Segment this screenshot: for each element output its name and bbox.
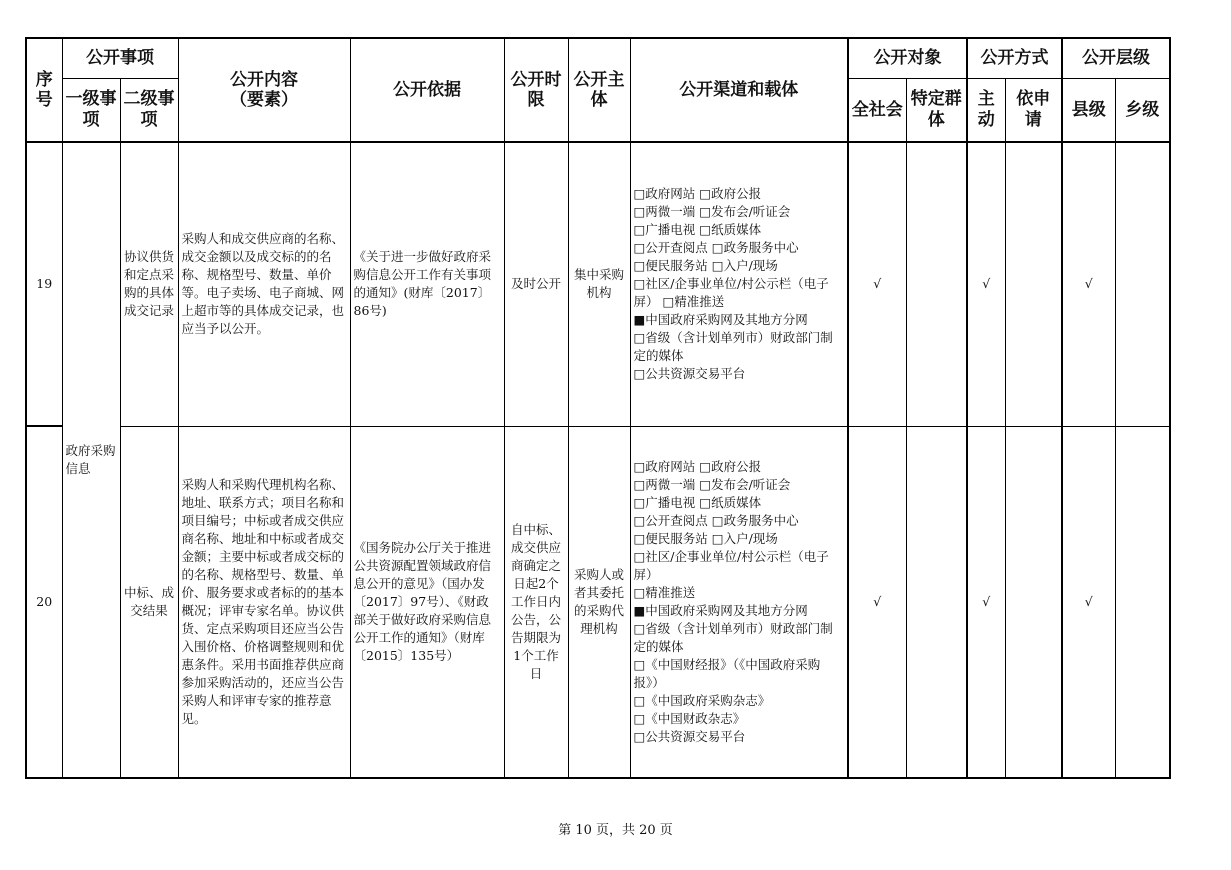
header-content: 公开内容 （要素） [178,38,350,142]
time-limit-cell: 及时公开 [504,142,568,426]
channel-line: ■中国政府采购网及其地方分网 [633,602,808,618]
channel-line: □《中国政府采购杂志》 [633,692,771,708]
row-seq: 20 [26,426,62,778]
basis-cell: 《关于进一步做好政府采购信息公开工作有关事项的通知》(财库〔2017〕86号) [350,142,504,426]
channel-line: ■中国政府采购网及其地方分网 [633,312,808,328]
channel-line: □便民服务站 □入户/现场 [633,530,778,546]
header-subject: 公开主 体 [568,38,630,142]
channel-line: □公开查阅点 □政务服务中心 [633,240,799,256]
row-seq: 19 [26,142,62,426]
level1-item: 政府采购信息 [62,142,120,778]
channel-line: □公共资源交易平台 [633,728,746,744]
channel-line: □广播电视 □纸质媒体 [633,222,762,238]
level2-item: 协议供货和定点采购的具体成交记录 [120,142,178,426]
all-society-check: √ [848,142,906,426]
channel-line: □两微一端 □发布会/听证会 [633,204,791,220]
table-row [26,142,1170,426]
county-check: √ [1062,426,1115,778]
content-cell: 采购人和成交供应商的名称、成交金额以及成交标的的名称、规格型号、数量、单价等。电子卖场、电子商城、网上超市等的具体成交记录，也应当予以公开。 [178,142,350,426]
subject-cell: 采购人或者其委托的采购代理机构 [568,426,630,778]
township-check [1115,142,1170,426]
channel-line: □政府网站 □政府公报 [633,186,762,202]
header-active: 主 动 [967,78,1005,142]
channel-line: □政府网站 □政府公报 [633,458,762,474]
channel-cell [630,142,848,426]
header-on-request: 依申 请 [1005,78,1062,142]
level2-item: 中标、成交结果 [120,426,178,778]
channel-line: □公开查阅点 □政务服务中心 [633,512,799,528]
header-level1: 一级事 项 [62,78,120,142]
channel-line: □便民服务站 □入户/现场 [633,258,778,274]
channel-line: □省级（含计划单列市）财政部门制定的媒体 [633,620,833,654]
county-check: √ [1062,142,1115,426]
channel-line: □省级（含计划单列市）财政部门制定的媒体 [633,330,833,364]
township-check [1115,426,1170,778]
header-seq: 序 号 [26,38,62,142]
specific-group-check [906,426,967,778]
on-request-check [1005,142,1062,426]
basis-cell: 《国务院办公厅关于推进公共资源配置领域政府信息公开的意见》（国办发〔2017〕97号）、《财政部关于做好政府采购信息公开工作的通知》（财库〔2015〕135号） [350,426,504,778]
channel-line: □社区/企事业单位/村公示栏（电子屏） [633,548,829,582]
channel-cell [630,426,848,778]
channel-line: □两微一端 □发布会/听证会 [633,476,791,492]
header-basis: 公开依据 [350,38,504,142]
header-level-group: 公开层级 [1062,38,1170,78]
table-row [26,426,1170,778]
active-check: √ [967,426,1005,778]
header-specific-group: 特定群 体 [906,78,967,142]
subject-cell: 集中采购机构 [568,142,630,426]
channel-line: □《中国财经报》（《中国政府采购报》） [633,656,821,690]
header-items-group: 公开事项 [62,38,178,78]
header-county: 县级 [1062,78,1115,142]
page-footer: 第 10 页，共 20 页 [558,823,673,838]
channel-line: □公共资源交易平台 [633,366,746,382]
on-request-check [1005,426,1062,778]
header-township: 乡级 [1115,78,1170,142]
channel-line: □广播电视 □纸质媒体 [633,494,762,510]
content-cell: 采购人和采购代理机构名称、地址、联系方式；项目名称和项目编号；中标或者成交供应商名称、地址和中标或者成交金额；主要中标或者成交标的的名称、规格型号、数量、单价、服务要求或者标的的基本概况；评审专家名单。协议供货、定点采购项目还应当公告入围价格、价格调整规则和优惠条件。采用书面推荐供应商参加采购活动的，还应当公告采购人和评审专家的推荐意见。 [178,426,350,778]
specific-group-check [906,142,967,426]
header-time-limit: 公开时 限 [504,38,568,142]
all-society-check: √ [848,426,906,778]
channel-line: □社区/企事业单位/村公示栏（电子屏） □精准推送 [633,276,829,310]
channel-line: □《中国财政杂志》 [633,710,746,726]
channel-line: □精准推送 [633,584,696,600]
header-all-society: 全社会 [848,78,906,142]
header-mode-group: 公开方式 [967,38,1062,78]
header-level2: 二级事 项 [120,78,178,142]
header-channel: 公开渠道和载体 [630,38,848,142]
active-check: √ [967,142,1005,426]
header-audience-group: 公开对象 [848,38,967,78]
time-limit-cell: 自中标、成交供应商确定之日起2个工作日内公告，公告期限为1个工作日 [504,426,568,778]
disclosure-table [25,37,1171,779]
